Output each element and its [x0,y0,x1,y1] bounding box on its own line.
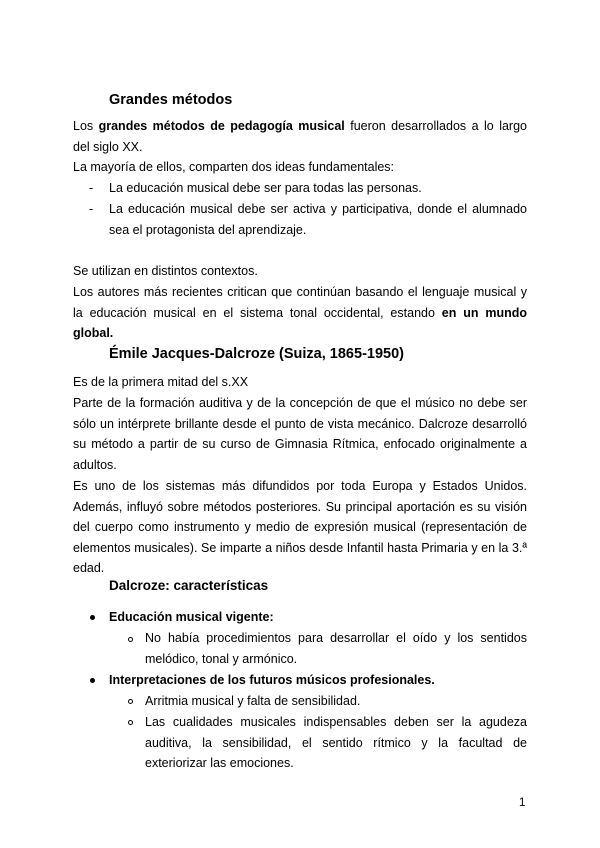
list-item-title: Interpretaciones de los futuros músicos profesionales. [109,673,435,687]
bullet-disc-icon [90,615,95,620]
autores-text-bold: en un mundo global. [73,305,527,340]
page-number: 1 [519,797,526,809]
paragraph-intro [73,116,527,157]
bullet-circle-icon [128,699,133,704]
heading-dalcroze: Émile Jacques-Dalcroze (Suiza, 1865-1950) [109,346,404,362]
list-item-title: Educación musical vigente: [109,610,274,624]
paragraph-contextos: Se utilizan en distintos contextos. [73,264,258,278]
paragraph-ideas: La mayoría de ellos, comparten dos ideas fundamentales: [73,160,395,174]
bullet-circle-icon [128,720,133,725]
intro-text-post: fueron desarrollados a lo largo del siglo XX. [73,119,527,154]
intro-text-bold: grandes métodos de pedagogía musical [98,119,345,133]
bullet-item: La educación musical debe ser activa y participativa, donde el alumnado sea el protagonista del aprendizaje. [109,202,527,237]
bullet-circle-icon [128,637,133,642]
autores-text: Los autores más recientes critican que continúan basando el lenguaje musical y la educación musical en el sistema tonal occidental, estando [73,285,527,320]
bullet-dash: - [89,181,94,195]
paragraph-siglo: Es de la primera mitad del s.XX [73,375,249,389]
bullet-item: La educación musical debe ser para todas las personas. [109,181,422,195]
intro-text-pre: Los [73,119,99,133]
paragraph-sistemas: Es uno de los sistemas más difundidos por toda Europa y Estados Unidos. Además, influyó sobre métodos posteriores. Su principal aportación es su visión del cuerpo como instrumento y medio de expresión musical (representación de elementos musicales). Se imparte a niños desde Infantil hasta Primaria y en la 3.ª edad. [73,479,527,575]
sub-list-item: No había procedimientos para desarrollar el oído y los sentidos melódico, tonal y armónico. [145,631,527,666]
bullet-dash: - [89,202,94,216]
paragraph-autores [73,282,527,344]
bullet-disc-icon [90,678,95,683]
heading-grandes-metodos: Grandes métodos [109,92,233,108]
sub-list-item: Las cualidades musicales indispensables deben ser la agudeza auditiva, la sensibilidad, el sentido rítmico y la facultad de exteriorizar las emociones. [145,715,527,770]
paragraph-formacion: Parte de la formación auditiva y de la concepción de que el músico no debe ser sólo un intérprete brillante desde el punto de vista mecánico. Dalcroze desarrolló su método a partir de su curso de Gimnasia Rítmica, enfocado originalmente a adultos. [73,396,527,472]
sub-list-item: Arritmia musical y falta de sensibilidad. [145,694,361,708]
heading-caracteristicas: Dalcroze: características [109,578,269,593]
